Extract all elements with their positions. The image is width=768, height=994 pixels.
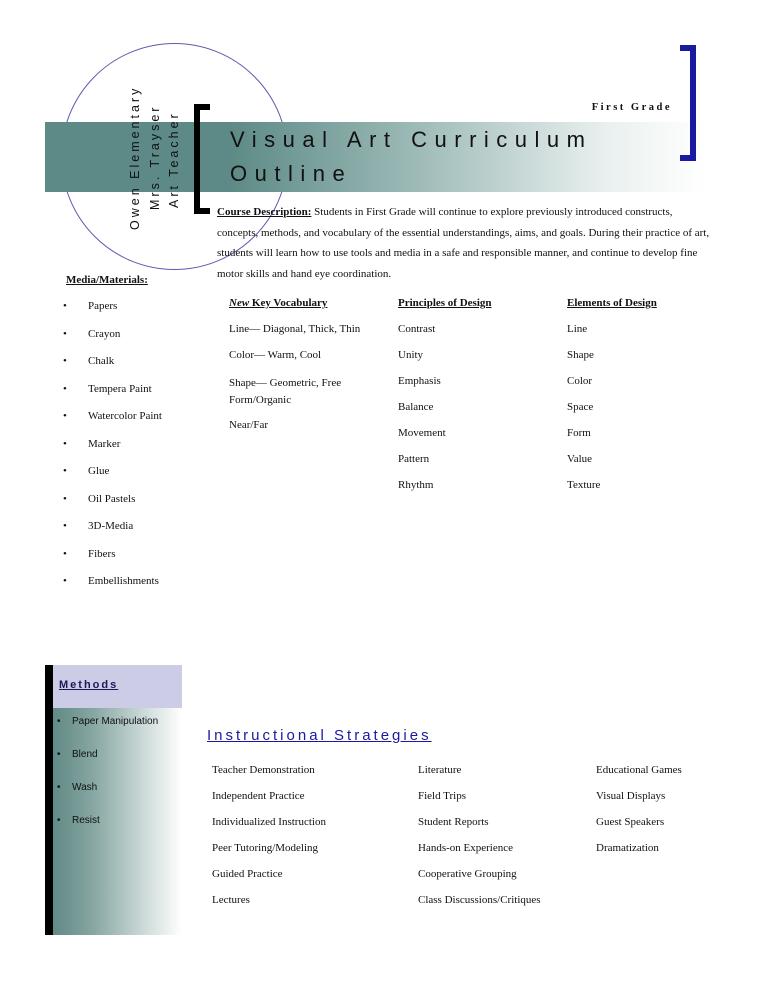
list-item: Color— Warm, Cool [229, 349, 322, 361]
list-item: Class Discussions/Critiques [418, 894, 541, 906]
list-item: Form [567, 427, 591, 439]
list-item: Texture [567, 479, 601, 491]
principles-column [398, 297, 492, 505]
list-item: Line [567, 323, 588, 335]
list-item: • Watercolor Paint [63, 410, 162, 438]
list-item: • Crayon [63, 328, 162, 356]
list-item: Balance [398, 401, 434, 413]
list-item: Cooperative Grouping [418, 868, 517, 880]
vocabulary-heading-new: New [229, 297, 250, 309]
elements-heading: Elements of Design [567, 297, 657, 309]
right-bracket [680, 45, 696, 161]
course-description [217, 202, 713, 284]
list-item: Literature [418, 764, 462, 776]
list-item: Guest Speakers [596, 816, 665, 828]
list-item: Lectures [212, 894, 250, 906]
list-item: Value [567, 453, 593, 465]
vocabulary-heading-rest: Key Vocabulary [249, 297, 328, 309]
strategies-heading: Instructional Strategies [207, 727, 432, 744]
page-title-line2: Outline [230, 161, 353, 186]
list-item: • Glue [63, 465, 162, 493]
elements-column [567, 297, 657, 505]
course-description-text: Students in First Grade will continue to explore previously introduced constructs, concepts, methods, and vocabulary of the essential understandings, aims, and goals. During their practice of art, students will learn how to use tools and media in a safe and responsible manner, and continue to develop fine motor skills and hand eye coordination. [217, 206, 710, 280]
list-item: • Blend [57, 749, 158, 782]
course-description-label: Course Description: [217, 206, 312, 218]
list-item: • Paper Manipulation [57, 716, 158, 749]
list-item: Rhythm [398, 479, 434, 491]
list-item: Contrast [398, 323, 436, 335]
list-item: Teacher Demonstration [212, 764, 315, 776]
list-item: Dramatization [596, 842, 659, 854]
vocabulary-column [229, 297, 379, 445]
list-item: Line— Diagonal, Thick, Thin [229, 323, 361, 335]
list-item: Pattern [398, 453, 430, 465]
methods-list [57, 716, 158, 848]
list-item: Hands-on Experience [418, 842, 513, 854]
methods-side-bar [45, 665, 53, 935]
media-heading: Media/Materials: [66, 274, 148, 286]
list-item: Shape— Geometric, Free Form/Organic [229, 377, 342, 406]
list-item: • Marker [63, 438, 162, 466]
list-item: • Wash [57, 782, 158, 815]
page-title: Visual Art Curriculum [230, 127, 593, 152]
list-item: Student Reports [418, 816, 489, 828]
list-item: Color [567, 375, 593, 387]
list-item: Shape [567, 349, 594, 361]
list-item: • Tempera Paint [63, 383, 162, 411]
list-item: Near/Far [229, 419, 269, 431]
teacher-role: Art Teacher [167, 111, 181, 208]
list-item: Educational Games [596, 764, 682, 776]
school-info [92, 80, 232, 230]
strategies-column-3 [596, 764, 682, 868]
list-item: Independent Practice [212, 790, 305, 802]
list-item: • Fibers [63, 548, 162, 576]
list-item: • Resist [57, 815, 158, 848]
list-item: • Chalk [63, 355, 162, 383]
teacher-name: Mrs. Trayser [148, 104, 162, 210]
principles-heading: Principles of Design [398, 297, 492, 309]
media-list [63, 300, 162, 603]
strategies-column-1 [212, 764, 326, 920]
list-item: Peer Tutoring/Modeling [212, 842, 319, 854]
list-item: • Embellishments [63, 575, 162, 603]
list-item: Visual Displays [596, 790, 666, 802]
list-item: Space [567, 401, 594, 413]
list-item: Guided Practice [212, 868, 283, 880]
list-item: • 3D-Media [63, 520, 162, 548]
vocabulary-heading [229, 297, 379, 313]
grade-label: First Grade [591, 102, 672, 113]
school-name: Owen Elementary [128, 85, 142, 230]
list-item: • Oil Pastels [63, 493, 162, 521]
list-item: Individualized Instruction [212, 816, 326, 828]
list-item: • Papers [63, 300, 162, 328]
list-item: Unity [398, 349, 424, 361]
list-item: Field Trips [418, 790, 466, 802]
strategies-column-2 [418, 764, 541, 920]
methods-heading: Methods [59, 679, 119, 691]
list-item: Movement [398, 427, 446, 439]
list-item: Emphasis [398, 375, 441, 387]
